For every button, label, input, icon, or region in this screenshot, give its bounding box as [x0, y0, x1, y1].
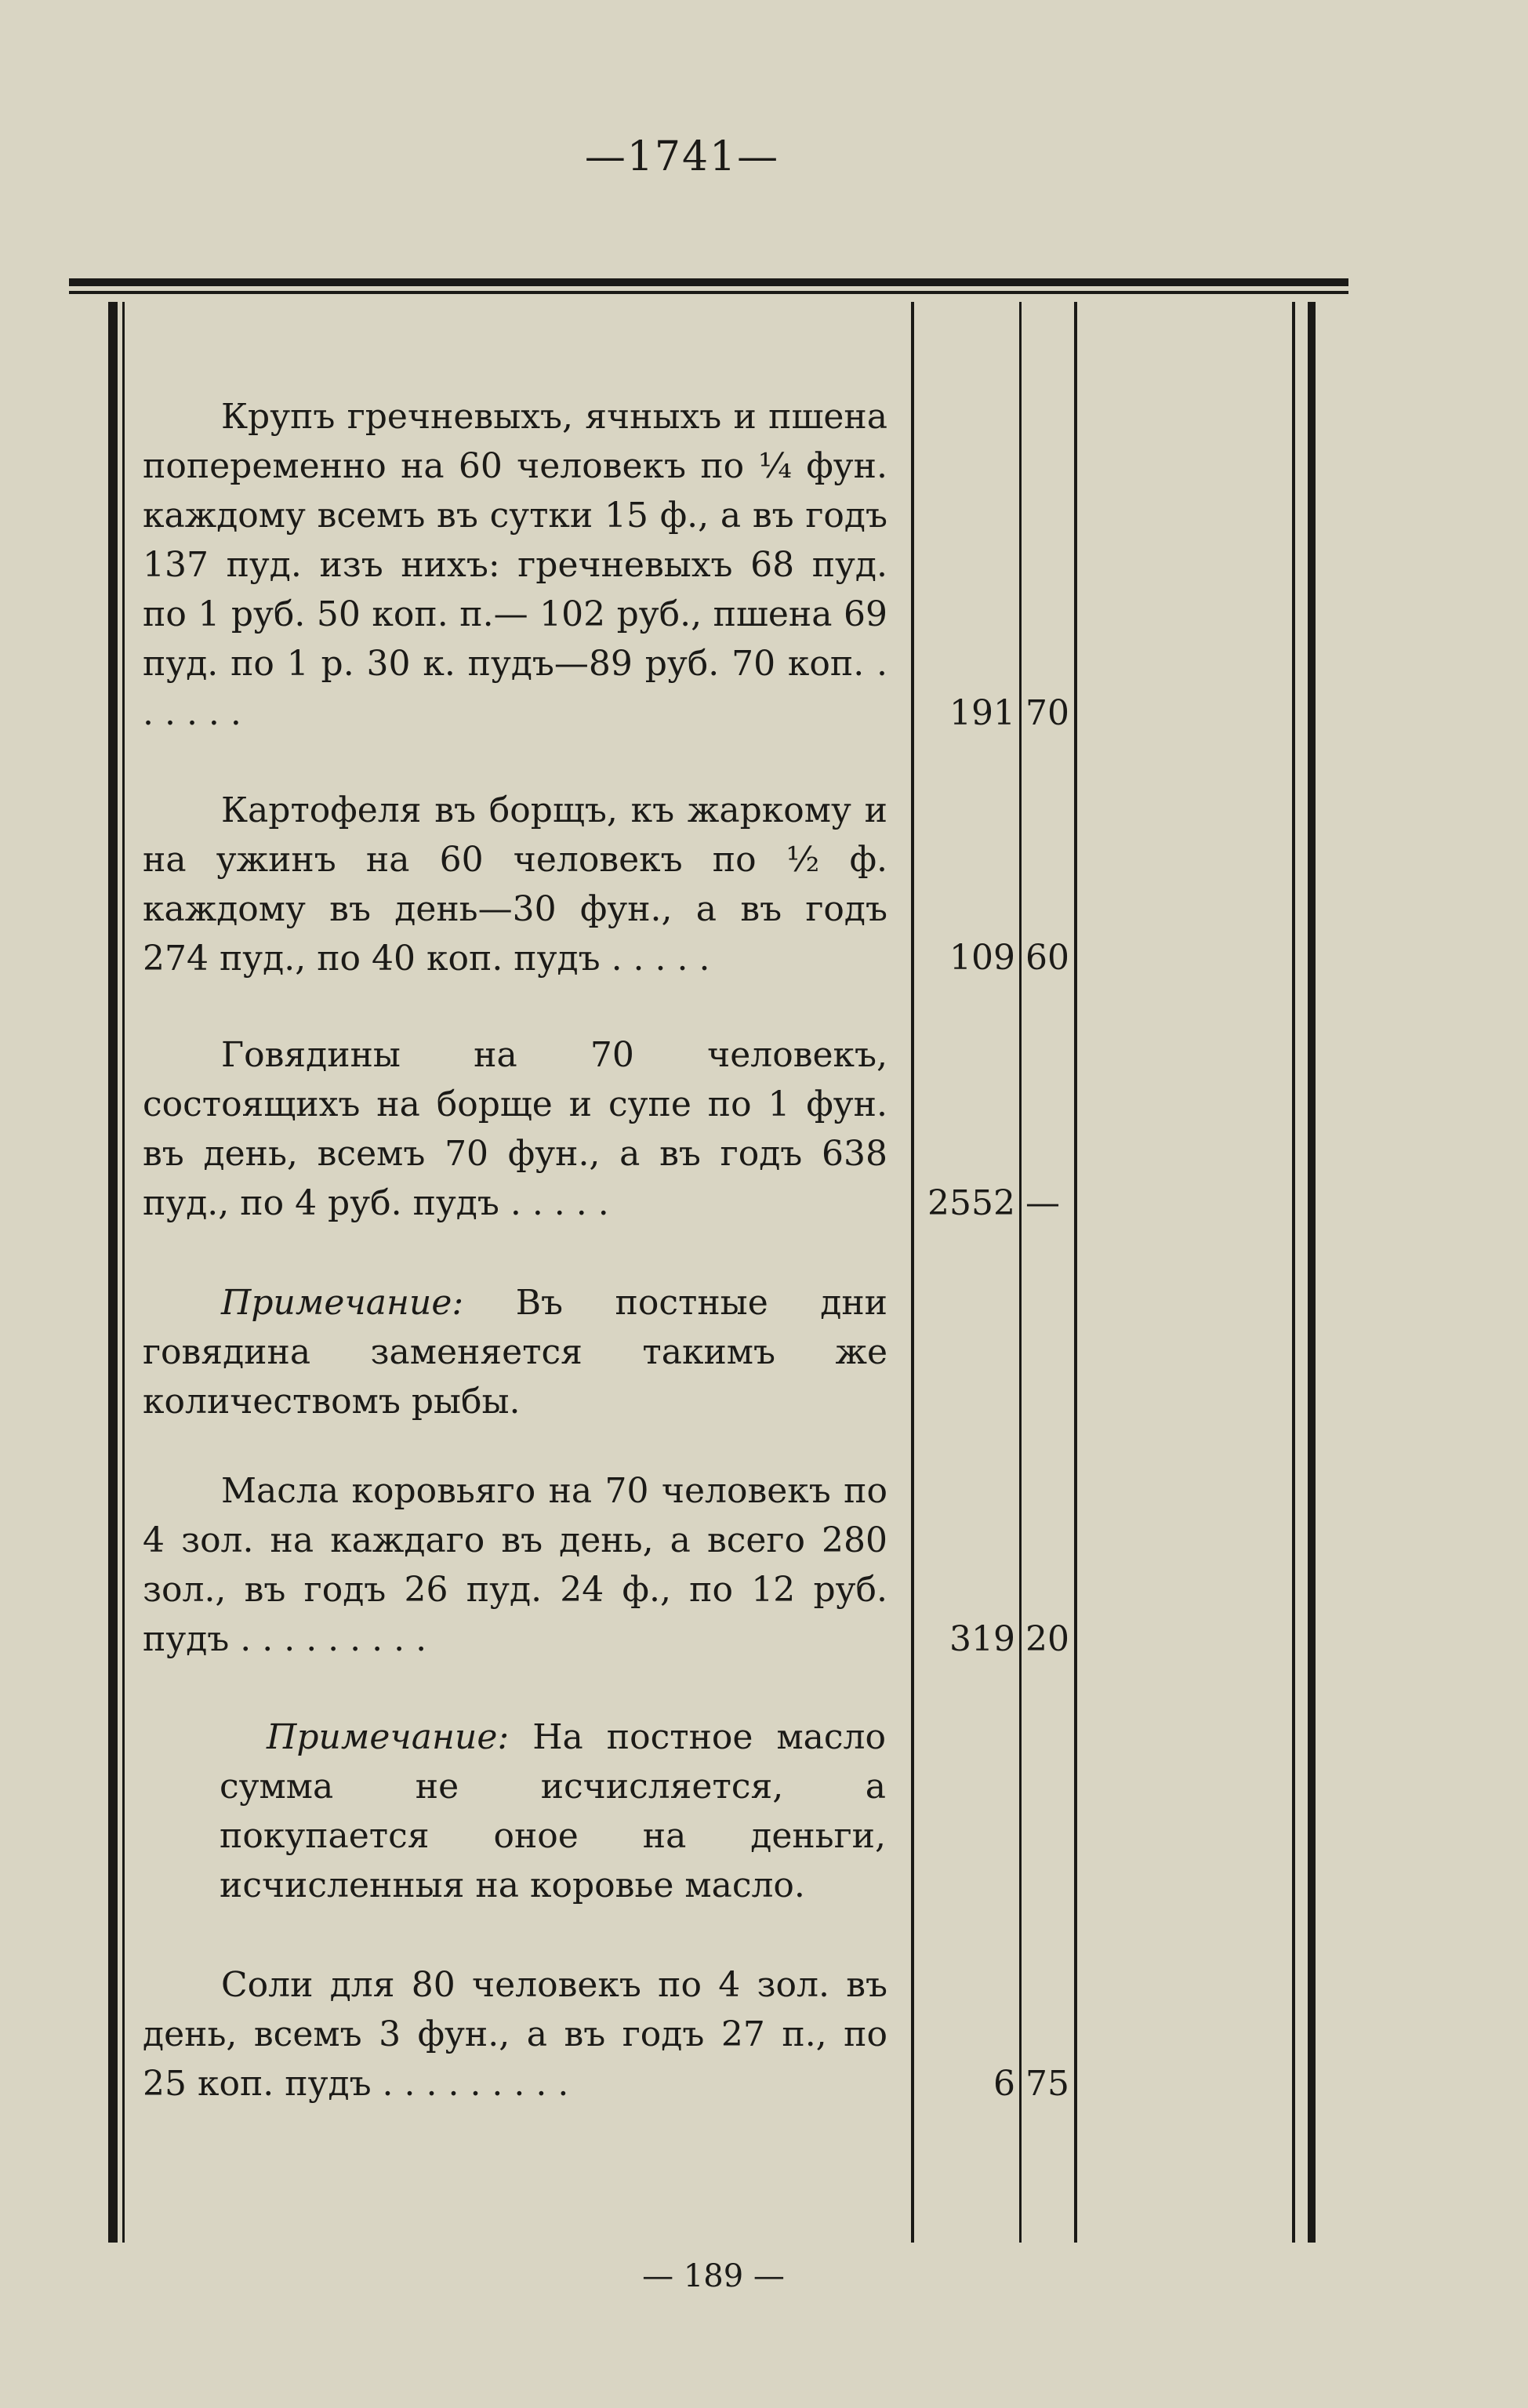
note-fast-days: [143, 1278, 887, 1426]
amount-kopecks: —: [1025, 1183, 1060, 1223]
amount-rubles: 109: [949, 938, 1015, 978]
note-label: Примечание:: [221, 1283, 464, 1323]
note-text: На постное масло сумма не исчисляется, а покупается оное на деньги, исчисленныя на коровье масло.: [220, 1717, 886, 1905]
page-number-top: —1741—: [584, 133, 780, 180]
amount-kopecks: 70: [1025, 693, 1069, 733]
note-text: Въ постные дни говядина заменяется такимъ же количествомъ рыбы.: [143, 1283, 887, 1422]
entry-butter: [143, 1466, 887, 1664]
entry-text: Крупъ гречневыхъ, ячныхъ и пшена попеременно на 60 человекъ по ¼ фун. каждому всемъ въ сутки 15 ф., а въ годъ 137 пуд. изъ нихъ: гречневыхъ 68 пуд. по 1 руб. 50 коп. п.— 102 руб., пшена 69 пуд. по 1 р. 30 к. пудъ—89 руб. 70 коп. . . . . . .: [143, 397, 887, 733]
entry-potatoes: [143, 786, 887, 983]
amount-kopecks: 60: [1025, 938, 1069, 978]
amount-rubles: 6: [993, 2064, 1015, 2104]
amount-kopecks: 20: [1025, 1619, 1069, 1659]
entry-salt: [143, 1960, 887, 2108]
top-double-rule: [69, 278, 1348, 294]
entry-text: Масла коровьяго на 70 человекъ по 4 зол. на каждаго въ день, а всего 280 зол., въ годъ 26 пуд. 24 ф., по 12 руб. пудъ . . . . . . . . .: [143, 1471, 887, 1659]
kopecks-column-rule: [1074, 302, 1077, 2243]
note-label: Примечание:: [267, 1717, 510, 1757]
amount-rubles: 2552: [927, 1183, 1015, 1223]
right-border-thick: [1308, 302, 1316, 2243]
left-border-thin: [122, 302, 125, 2243]
entry-text: Говядины на 70 человекъ, состоящихъ на борще и супе по 1 фун. въ день, всемъ 70 фун., а въ годъ 638 пуд., по 4 руб. пудъ . . . . .: [143, 1035, 887, 1223]
text-column-rule: [911, 302, 914, 2243]
amount-rubles: 191: [949, 693, 1015, 733]
entry-grains: [143, 392, 887, 738]
left-border-thick: [108, 302, 118, 2243]
amount-rubles: 319: [949, 1619, 1015, 1659]
page-number-bottom: — 189 —: [642, 2258, 785, 2294]
amount-kopecks: 75: [1025, 2064, 1069, 2104]
right-border-thin: [1292, 302, 1295, 2243]
entry-beef: [143, 1030, 887, 1228]
note-lenten-oil: [220, 1712, 886, 1910]
rubles-column-rule: [1019, 302, 1022, 2243]
entry-text: Соли для 80 человекъ по 4 зол. въ день, всемъ 3 фун., а въ годъ 27 п., по 25 коп. пудъ . . . . . . . . .: [143, 1965, 887, 2104]
entry-text: Картофеля въ борщъ, къ жаркому и на ужинъ на 60 человекъ по ½ ф. каждому въ день—30 фун., а въ годъ 274 пуд., по 40 коп. пудъ . . . . .: [143, 790, 887, 979]
